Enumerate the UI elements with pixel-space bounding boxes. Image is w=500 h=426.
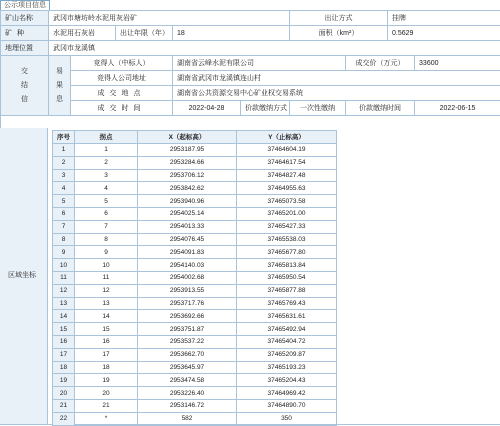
col-header-index: 序号 — [53, 131, 75, 144]
info-table — [0, 10, 500, 116]
cell-point: 21 — [75, 399, 138, 412]
tab-project-info[interactable]: 公示项目信息 — [0, 0, 50, 10]
cell-point: 11 — [75, 271, 138, 284]
cell-index: 4 — [53, 182, 75, 195]
cell-y: 37465950.54 — [237, 271, 337, 284]
cell-y: 37465209.87 — [237, 348, 337, 361]
term-label: 出让年限（年） — [116, 26, 173, 41]
table-row — [53, 259, 337, 272]
coords-header-row — [53, 131, 337, 144]
table-row — [53, 399, 337, 412]
table-row — [53, 323, 337, 336]
cell-x: 2954140.03 — [138, 259, 237, 272]
cell-y: 37465677.80 — [237, 246, 337, 259]
row-time — [1, 101, 500, 116]
cell-y: 37465813.84 — [237, 259, 337, 272]
table-row — [53, 297, 337, 310]
cell-index: 12 — [53, 284, 75, 297]
cell-x: 2954025.14 — [138, 207, 237, 220]
cell-index: 16 — [53, 335, 75, 348]
cell-x: 2953187.95 — [138, 144, 237, 157]
cell-index: 8 — [53, 233, 75, 246]
cell-index: 18 — [53, 361, 75, 374]
cell-index: 11 — [53, 271, 75, 284]
cell-point: 7 — [75, 220, 138, 233]
cell-point: 12 — [75, 284, 138, 297]
pay-time-label: 价款缴纳时间 — [346, 101, 415, 116]
table-row — [53, 246, 337, 259]
winner-value: 湖南省云峰水泥有限公司 — [173, 56, 346, 71]
table-row — [53, 348, 337, 361]
cell-y: 37465404.72 — [237, 335, 337, 348]
cell-x: 2954076.45 — [138, 233, 237, 246]
coords-section-label-cell — [0, 128, 48, 424]
cell-x: 582 — [138, 412, 237, 425]
transfer-method-label: 出让方式 — [290, 11, 388, 26]
table-row — [53, 310, 337, 323]
cell-x: 2953751.87 — [138, 323, 237, 336]
cell-index: 21 — [53, 399, 75, 412]
cell-point: 17 — [75, 348, 138, 361]
table-row — [53, 335, 337, 348]
mine-name-label: 矿山名称 — [1, 11, 49, 26]
table-row — [53, 374, 337, 387]
cell-y: 37464890.70 — [237, 399, 337, 412]
cell-index: 2 — [53, 156, 75, 169]
cell-x: 2953706.12 — [138, 169, 237, 182]
place-label: 成交地点 — [71, 86, 173, 101]
cell-point: 19 — [75, 374, 138, 387]
cell-point: 13 — [75, 297, 138, 310]
table-row — [53, 387, 337, 400]
price-label: 成交价（万元） — [346, 56, 415, 71]
cell-x: 2953913.55 — [138, 284, 237, 297]
cell-x: 2954091.83 — [138, 246, 237, 259]
area-value: 0.5629 — [388, 26, 500, 41]
cell-index: 6 — [53, 207, 75, 220]
table-row — [53, 144, 337, 157]
cell-x: 2953717.76 — [138, 297, 237, 310]
cell-y: 350 — [237, 412, 337, 425]
cell-y: 37465538.03 — [237, 233, 337, 246]
cell-index: 20 — [53, 387, 75, 400]
cell-y: 37464969.42 — [237, 387, 337, 400]
cell-index: 5 — [53, 195, 75, 208]
cell-index: 17 — [53, 348, 75, 361]
col-header-y: Y（止标高） — [237, 131, 337, 144]
cell-point: 1 — [75, 144, 138, 157]
location-label: 地理位置 — [1, 41, 49, 56]
cell-point: 18 — [75, 361, 138, 374]
coordinates-table — [52, 130, 337, 426]
place-value: 湖南省公共资源交易中心矿业权交易系统 — [173, 86, 500, 101]
table-row — [53, 182, 337, 195]
cell-x: 2954002.68 — [138, 271, 237, 284]
cell-index: 9 — [53, 246, 75, 259]
table-row — [53, 412, 337, 425]
cell-point: 6 — [75, 207, 138, 220]
cell-point: 9 — [75, 246, 138, 259]
cell-y: 37465073.58 — [237, 195, 337, 208]
row-place — [1, 86, 500, 101]
cell-point: 16 — [75, 335, 138, 348]
cell-point: 15 — [75, 323, 138, 336]
cell-x: 2953645.97 — [138, 361, 237, 374]
table-row — [53, 195, 337, 208]
price-value: 33600 — [415, 56, 500, 71]
cell-y: 37465204.43 — [237, 374, 337, 387]
table-row — [53, 271, 337, 284]
cell-point: 20 — [75, 387, 138, 400]
area-label: 面积（km²） — [290, 26, 388, 41]
cell-y: 37465201.00 — [237, 207, 337, 220]
time-value: 2022-04-28 — [173, 101, 241, 116]
cell-index: 13 — [53, 297, 75, 310]
cell-y: 37464955.63 — [237, 182, 337, 195]
cell-index: 1 — [53, 144, 75, 157]
cell-x: 2953692.66 — [138, 310, 237, 323]
col-header-point: 拐点 — [75, 131, 138, 144]
cell-y: 37465193.23 — [237, 361, 337, 374]
cell-index: 15 — [53, 323, 75, 336]
winner-label: 竞得人（中标人） — [71, 56, 173, 71]
cell-x: 2953146.72 — [138, 399, 237, 412]
cell-point: 3 — [75, 169, 138, 182]
table-row — [53, 207, 337, 220]
cell-x: 2954013.33 — [138, 220, 237, 233]
cell-x: 2953537.22 — [138, 335, 237, 348]
col-header-x: X（起标高） — [138, 131, 237, 144]
cell-x: 2953474.58 — [138, 374, 237, 387]
cell-y: 37464604.19 — [237, 144, 337, 157]
pay-method-value: 一次性缴纳 — [290, 101, 346, 116]
cell-y: 37465427.33 — [237, 220, 337, 233]
transaction-side-label: 交 结 信 — [1, 56, 49, 116]
cell-point: 14 — [75, 310, 138, 323]
cell-y: 37465492.94 — [237, 323, 337, 336]
row-mineral — [1, 26, 500, 41]
cell-point: 5 — [75, 195, 138, 208]
cell-x: 2953284.66 — [138, 156, 237, 169]
table-row — [53, 361, 337, 374]
time-label: 成交时间 — [71, 101, 173, 116]
cell-index: 22 — [53, 412, 75, 425]
cell-y: 37464827.48 — [237, 169, 337, 182]
table-row — [53, 169, 337, 182]
cell-point: 8 — [75, 233, 138, 246]
address-label: 竞得人公司地址 — [71, 71, 173, 86]
cell-x: 2953842.62 — [138, 182, 237, 195]
pay-time-value: 2022-06-15 — [415, 101, 500, 116]
location-value: 武冈市龙溪镇 — [49, 41, 500, 56]
cell-point: 4 — [75, 182, 138, 195]
cell-point: 2 — [75, 156, 138, 169]
table-row — [53, 233, 337, 246]
cell-x: 2953662.70 — [138, 348, 237, 361]
coords-section-label: 区域坐标 — [8, 270, 36, 280]
table-row — [53, 156, 337, 169]
cell-point: 10 — [75, 259, 138, 272]
cell-y: 37465769.43 — [237, 297, 337, 310]
cell-point: * — [75, 412, 138, 425]
term-value: 18 — [173, 26, 290, 41]
table-row — [53, 220, 337, 233]
table-row — [53, 284, 337, 297]
coords-body — [53, 144, 337, 426]
cell-x: 2953940.96 — [138, 195, 237, 208]
row-location — [1, 41, 500, 56]
cell-x: 2953226.40 — [138, 387, 237, 400]
mineral-label: 矿种 — [1, 26, 49, 41]
row-winner — [1, 56, 500, 71]
pay-method-label: 价款缴纳方式 — [241, 101, 290, 116]
cell-index: 14 — [53, 310, 75, 323]
cell-index: 19 — [53, 374, 75, 387]
row-address — [1, 71, 500, 86]
cell-index: 3 — [53, 169, 75, 182]
row-mine-name — [1, 11, 500, 26]
cell-index: 10 — [53, 259, 75, 272]
cell-y: 37465877.88 — [237, 284, 337, 297]
mine-name-value: 武冈市塘坊岭水泥用灰岩矿 — [49, 11, 290, 26]
cell-y: 37465631.61 — [237, 310, 337, 323]
mineral-value: 水泥用石灰岩 — [49, 26, 116, 41]
cell-index: 7 — [53, 220, 75, 233]
transfer-method-value: 挂牌 — [388, 11, 500, 26]
transaction-side-label-2: 易 果 息 — [49, 56, 71, 116]
address-value: 湖南省武冈市龙溪镇连山村 — [173, 71, 500, 86]
cell-y: 37464617.54 — [237, 156, 337, 169]
